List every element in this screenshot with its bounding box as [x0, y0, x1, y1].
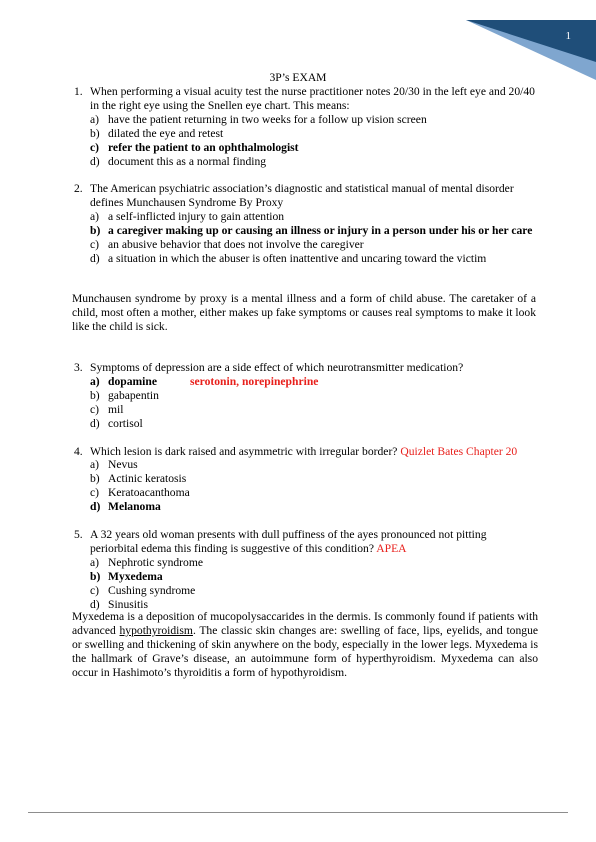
option-d: [90, 155, 536, 169]
question-3: [74, 361, 536, 431]
option-c: [90, 238, 536, 252]
question-1: [74, 85, 536, 168]
option-text: Melanoma: [108, 500, 161, 514]
option-list: [90, 210, 536, 266]
question-text: [90, 445, 536, 459]
option-d-correct: [90, 500, 536, 514]
option-text: mil: [108, 402, 124, 416]
option-text: Nevus: [108, 458, 138, 472]
hypothyroidism-link[interactable]: hypothyroidism: [119, 623, 193, 637]
option-letter: b): [90, 388, 100, 402]
option-b: [90, 389, 536, 403]
question-text: [90, 528, 536, 556]
option-text: Myxedema: [108, 569, 163, 583]
option-letter: c): [90, 486, 100, 500]
option-text: Nephrotic syndrome: [108, 555, 203, 569]
option-c: [90, 486, 536, 500]
option-letter: c): [90, 140, 100, 154]
option-letter: b): [90, 126, 100, 140]
question-text: Symptoms of depression are a side effect of which neurotransmitter medication?: [90, 361, 464, 374]
option-text: an abusive behavior that does not involve the caregiver: [108, 238, 364, 252]
option-text: a self-inflicted injury to gain attention: [108, 210, 285, 224]
option-text: have the patient returning in two weeks for a follow up vision screen: [108, 112, 427, 126]
question-number: 5.: [74, 528, 83, 542]
option-b-correct: [90, 224, 536, 238]
option-letter: d): [90, 251, 100, 265]
question-5: [74, 528, 536, 611]
option-list: [90, 458, 536, 514]
option-b: [90, 472, 536, 486]
option-letter: a): [90, 374, 100, 388]
option-letter: c): [90, 402, 100, 416]
option-b-correct: [90, 570, 536, 584]
question-number: 3.: [74, 361, 83, 374]
option-a: [90, 556, 536, 570]
question-2: [74, 182, 536, 265]
exam-content: [74, 85, 536, 266]
option-letter: b): [90, 224, 101, 238]
option-letter: a): [90, 555, 100, 569]
option-d: [90, 252, 536, 266]
option-text: Sinusitis: [108, 597, 148, 611]
option-a-correct: [90, 375, 536, 389]
exam-content-lower: [74, 361, 536, 612]
footer-divider: [28, 812, 568, 813]
option-letter: c): [90, 583, 100, 597]
question-number: 1.: [74, 85, 83, 98]
option-letter: d): [90, 597, 100, 611]
option-text: dilated the eye and retest: [108, 126, 224, 140]
question-text: The American psychiatric association’s diagnostic and statistical manual of mental disorder defines Munchausen Syndrome By Proxy: [90, 182, 514, 210]
option-a: [90, 210, 536, 224]
question-stem: A 32 years old woman presents with dull puffiness of the ayes pronounced not pitting periorbital edema this finding is suggestive of this condition?: [90, 528, 487, 555]
option-letter: d): [90, 154, 100, 168]
option-text: cortisol: [108, 416, 143, 430]
page-number: 1: [565, 30, 571, 42]
option-text: Cushing syndrome: [108, 583, 196, 597]
option-text: Actinic keratosis: [108, 472, 187, 486]
option-list: [90, 556, 536, 612]
option-d: [90, 417, 536, 431]
corner-decoration: [466, 0, 596, 80]
myxedema-explanation: [72, 610, 538, 680]
option-text: document this as a normal finding: [108, 154, 267, 168]
explanation-text: . The classic skin changes are: swelling of face, lips, eyelids, and tongue or swelling and thickening of skin anywhere on the body, especially in the lower legs. Myxedema is the hallmark of Grave’s disease, an autoimmune form of hyperthyroidism. Myxedema can also occur in Hashimoto’s thyroiditis a form of hypothyroidism.: [72, 623, 539, 679]
option-text: a caregiver making up or causing an illness or injury in a person under his or her care: [108, 224, 533, 238]
option-text: refer the patient to an ophthalmologist: [108, 140, 299, 154]
option-c: [90, 584, 536, 598]
explanation-text: Myxedema is a deposition of mucopolysaccarides in the dermis. Is commonly found if patients with advanced: [72, 610, 538, 637]
option-text: gabapentin: [108, 388, 159, 402]
option-b: [90, 127, 536, 141]
question-number: 2.: [74, 182, 83, 196]
option-letter: b): [90, 569, 101, 583]
munchausen-explanation: Munchausen syndrome by proxy is a mental illness and a form of child abuse. The caretaker of a child, most often a mother, either makes up fake symptoms or causes real symptoms to make it look like the child is sick.: [72, 292, 536, 333]
option-c-correct: [90, 141, 536, 155]
option-letter: a): [90, 210, 100, 224]
exam-title: 3P’s EXAM: [269, 71, 327, 84]
option-letter: a): [90, 112, 100, 126]
question-source: APEA: [376, 541, 407, 555]
option-c: [90, 403, 536, 417]
option-list: [90, 375, 536, 431]
question-source: Quizlet Bates Chapter 20: [400, 444, 518, 458]
question-stem: Which lesion is dark raised and asymmetric with irregular border?: [90, 444, 398, 458]
option-letter: d): [90, 500, 101, 514]
option-letter: a): [90, 458, 100, 472]
option-letter: d): [90, 416, 100, 430]
question-text: When performing a visual acuity test the nurse practitioner notes 20/30 in the left eye and 20/40 in the right eye using the Snellen eye chart. This means:: [90, 85, 535, 112]
answer-note: serotonin, norepinephrine: [190, 374, 319, 388]
question-number: 4.: [74, 444, 83, 458]
option-a: [90, 113, 536, 127]
option-list: [90, 113, 536, 169]
option-letter: b): [90, 472, 100, 486]
option-text: dopamine: [108, 374, 157, 388]
option-text: Keratoacanthoma: [108, 486, 190, 500]
option-letter: c): [90, 238, 100, 252]
option-a: [90, 458, 536, 472]
option-text: a situation in which the abuser is often inattentive and uncaring toward the victim: [108, 251, 487, 265]
question-4: [74, 445, 536, 515]
